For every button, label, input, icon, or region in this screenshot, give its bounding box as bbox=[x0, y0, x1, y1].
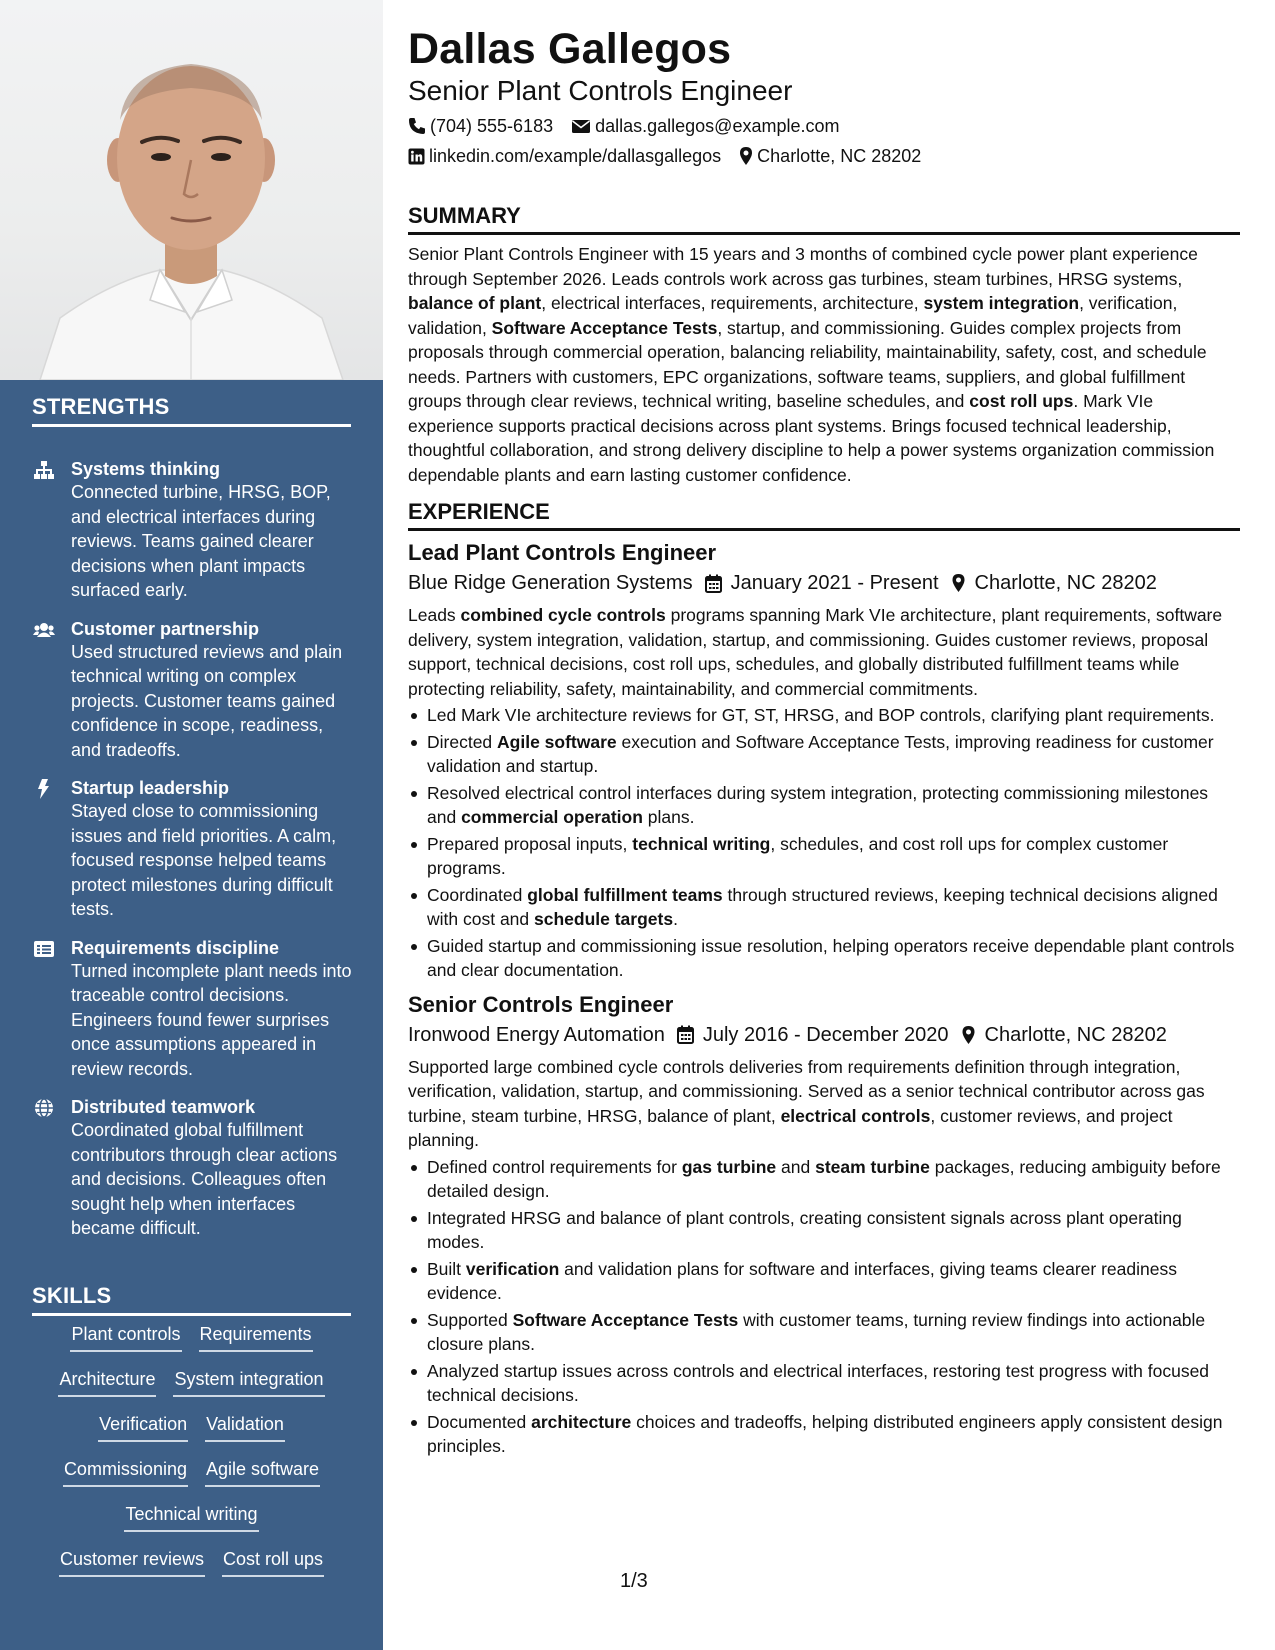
portrait-image bbox=[0, 0, 383, 380]
bullet-item: Analyzed startup issues across controls and electrical interfaces, restoring test progress with focused technical decisions. bbox=[408, 1359, 1240, 1408]
skill-tag: Cost roll ups bbox=[222, 1547, 324, 1577]
bullet-item: Prepared proposal inputs, technical writing, schedules, and cost roll ups for complex customer programs. bbox=[408, 832, 1240, 881]
skill-row bbox=[32, 1502, 351, 1547]
job-entry bbox=[408, 539, 1240, 983]
bullet-item: Coordinated global fulfillment teams through structured reviews, keeping technical decisions aligned with cost and schedule targets. bbox=[408, 883, 1240, 932]
location-text: Charlotte, NC 28202 bbox=[757, 146, 922, 166]
contact-email bbox=[571, 114, 839, 138]
envelope-icon bbox=[571, 118, 591, 134]
job-title: Senior Controls Engineer bbox=[408, 991, 674, 1017]
skill-tag: Customer reviews bbox=[59, 1547, 205, 1577]
strength-description: Coordinated global fulfillment contributors through clear actions and decisions. Colleagues often sought help when interfaces became difficult. bbox=[71, 1120, 338, 1238]
skill-tag: Agile software bbox=[205, 1457, 320, 1487]
linkedin-url[interactable]: linkedin.com/example/dallasgallegos bbox=[429, 146, 722, 166]
skill-row bbox=[32, 1367, 351, 1412]
skill-tag: Validation bbox=[205, 1412, 285, 1442]
map-marker-icon bbox=[739, 146, 753, 166]
job-bullets bbox=[408, 703, 1240, 983]
bold-keyword: electrical controls bbox=[780, 1105, 931, 1126]
bold-keyword: global fulfillment teams bbox=[527, 884, 723, 905]
contact-phone bbox=[408, 114, 553, 138]
bullet-item: Integrated HRSG and balance of plant controls, creating consistent signals across plant operating modes. bbox=[408, 1206, 1240, 1255]
bullet-item: Documented architecture choices and tradeoffs, helping distributed engineers apply consistent design principles. bbox=[408, 1410, 1240, 1459]
bold-keyword: steam turbine bbox=[815, 1156, 930, 1177]
job-location: Charlotte, NC 28202 bbox=[984, 1023, 1167, 1046]
strengths-list bbox=[32, 458, 357, 1256]
bold-keyword: Agile software bbox=[497, 731, 617, 752]
company-name: Blue Ridge Generation Systems bbox=[408, 572, 693, 594]
professional-title: Senior Plant Controls Engineer bbox=[408, 75, 793, 106]
profile-photo bbox=[0, 0, 383, 380]
bold-keyword: commercial operation bbox=[461, 807, 643, 827]
calendar-icon bbox=[705, 574, 722, 593]
list-alt-icon bbox=[33, 939, 55, 959]
bold-keyword: Software Acceptance Tests bbox=[512, 1309, 739, 1330]
skill-tag: Verification bbox=[98, 1412, 188, 1442]
contact-row bbox=[408, 144, 1240, 168]
skill-tag: Commissioning bbox=[63, 1457, 188, 1487]
job-title: Lead Plant Controls Engineer bbox=[408, 540, 717, 565]
strength-description: Turned incomplete plant needs into traceable control decisions. Engineers found fewer surprises once assumptions appeared in review records. bbox=[71, 960, 352, 1079]
bold-keyword: combined cycle controls bbox=[460, 605, 666, 625]
strength-item bbox=[32, 1096, 357, 1241]
skill-row bbox=[32, 1547, 351, 1592]
strength-description: Stayed close to commissioning issues and field priorities. A calm, focused response helped teams protect milestones during difficult tests. bbox=[71, 801, 337, 919]
skill-row bbox=[32, 1412, 351, 1457]
strength-title: Requirements discipline bbox=[71, 937, 280, 958]
bold-keyword: technical writing bbox=[632, 833, 771, 854]
skill-row bbox=[32, 1457, 351, 1502]
page-number: 1/3 bbox=[620, 1570, 648, 1592]
skills-heading: SKILLS bbox=[32, 1283, 351, 1316]
summary-text: Senior Plant Controls Engineer with 15 years and 3 months of combined cycle power plant experience through September 2026. Leads controls work across gas turbines, steam turbines, HRSG systems, balance of plant, electrical interfaces, requirements, architecture, system integration, verification, validation, Software Acceptance Tests, startup, and commissioning. Guides complex projects from proposals through commercial operation, balancing reliability, maintainability, safety, cost, and schedule needs. Partners with customers, EPC organizations, software teams, suppliers, and global fulfillment groups through clear reviews, technical writing, baseline schedules, and cost roll ups. Mark VIe experience supports practical decisions across plant systems. Brings focused technical leadership, thoughtful collaboration, and strong delivery discipline to help a power systems organization commission dependable plants and earn lasting customer confidence. bbox=[408, 244, 1215, 485]
strength-item bbox=[32, 618, 357, 763]
bold-keyword: schedule targets bbox=[534, 909, 674, 929]
map-marker-icon bbox=[951, 573, 966, 593]
job-entry bbox=[408, 991, 1240, 1459]
skill-row bbox=[32, 1322, 351, 1367]
bold-keyword: architecture bbox=[531, 1411, 632, 1432]
experience-heading: EXPERIENCE bbox=[408, 499, 1240, 531]
job-dates: January 2021 - Present bbox=[730, 572, 939, 594]
sitemap-icon bbox=[33, 460, 55, 480]
contact-row bbox=[408, 114, 1240, 138]
calendar-icon bbox=[677, 1025, 694, 1044]
bolt-icon bbox=[33, 779, 55, 799]
skill-tag: Architecture bbox=[58, 1367, 156, 1397]
skills-list bbox=[32, 1322, 351, 1592]
bullet-item: Resolved electrical control interfaces during system integration, protecting commissioning milestones and commercial operation plans. bbox=[408, 781, 1240, 830]
map-marker-icon bbox=[961, 1025, 976, 1045]
company-name: Ironwood Energy Automation bbox=[408, 1023, 665, 1046]
bullet-item: Defined control requirements for gas turbine and steam turbine packages, reducing ambiguity before detailed design. bbox=[408, 1155, 1240, 1204]
strength-title: Systems thinking bbox=[71, 459, 221, 479]
contact-linkedin bbox=[408, 144, 721, 168]
strength-item bbox=[32, 937, 357, 1082]
job-bullets bbox=[408, 1155, 1240, 1459]
users-icon bbox=[33, 620, 55, 640]
strength-title: Distributed teamwork bbox=[71, 1097, 256, 1117]
person-name: Dallas Gallegos bbox=[408, 25, 732, 73]
strength-item bbox=[32, 777, 357, 922]
job-description: Supported large combined cycle controls deliveries from requirements definition through integration, verification, validation, startup, and commissioning. Served as a senior technical contributor across gas turbine, steam turbine, HRSG, balance of plant, electrical controls, customer reviews, and project planning. bbox=[408, 1056, 1205, 1150]
job-meta bbox=[408, 1021, 1240, 1049]
globe-icon bbox=[33, 1098, 55, 1118]
bold-keyword: cost roll ups bbox=[969, 391, 1074, 411]
job-dates: July 2016 - December 2020 bbox=[702, 1023, 949, 1046]
strength-title: Customer partnership bbox=[71, 618, 260, 639]
job-meta bbox=[408, 569, 1240, 597]
skill-tag: Technical writing bbox=[124, 1502, 258, 1532]
linkedin-icon bbox=[408, 148, 425, 165]
email-address[interactable]: dallas.gallegos@example.com bbox=[595, 116, 840, 136]
bold-keyword: balance of plant bbox=[408, 293, 542, 313]
skill-tag: Requirements bbox=[199, 1322, 313, 1352]
strength-item bbox=[32, 458, 357, 603]
skill-tag: System integration bbox=[173, 1367, 324, 1397]
main-content bbox=[408, 24, 1240, 1461]
bullet-item: Built verification and validation plans for software and interfaces, giving teams clearer readiness evidence. bbox=[408, 1257, 1240, 1306]
bold-keyword: gas turbine bbox=[681, 1156, 777, 1177]
bold-keyword: Software Acceptance Tests bbox=[491, 317, 718, 338]
strength-title: Startup leadership bbox=[71, 778, 230, 798]
phone-icon bbox=[408, 117, 426, 135]
bold-keyword: system integration bbox=[923, 293, 1080, 313]
job-description: Leads combined cycle controls programs spanning Mark VIe architecture, plant requirements, software delivery, system integration, validation, startup, and commissioning. Guides customer reviews, proposal support, technical decisions, cost roll ups, schedules, and globally distributed fulfillment teams while protecting reliability, safety, maintainability, and commercial commitments. bbox=[408, 605, 1223, 699]
bullet-item: Guided startup and commissioning issue resolution, helping operators receive dependable plant controls and clear documentation. bbox=[408, 934, 1240, 983]
skill-tag: Plant controls bbox=[70, 1322, 181, 1352]
bullet-item: Directed Agile software execution and Software Acceptance Tests, improving readiness for customer validation and startup. bbox=[408, 730, 1240, 779]
phone-number: (704) 555-6183 bbox=[430, 116, 554, 136]
bullet-item: Led Mark VIe architecture reviews for GT, ST, HRSG, and BOP controls, clarifying plant requirements. bbox=[408, 703, 1240, 728]
contact-location bbox=[739, 144, 921, 168]
bullet-item: Supported Software Acceptance Tests with customer teams, turning review findings into actionable closure plans. bbox=[408, 1308, 1240, 1357]
sidebar bbox=[0, 0, 383, 1650]
strength-description: Connected turbine, HRSG, BOP, and electrical interfaces during reviews. Teams gained clearer decisions when plant impacts surfaced early. bbox=[71, 482, 331, 600]
strength-description: Used structured reviews and plain technical writing on complex projects. Customer teams gained confidence in scope, readiness, and tradeoffs. bbox=[71, 641, 343, 760]
bold-keyword: verification bbox=[465, 1258, 560, 1279]
strengths-heading: STRENGTHS bbox=[32, 394, 351, 427]
summary-heading: SUMMARY bbox=[408, 203, 1240, 235]
job-location: Charlotte, NC 28202 bbox=[974, 572, 1157, 594]
